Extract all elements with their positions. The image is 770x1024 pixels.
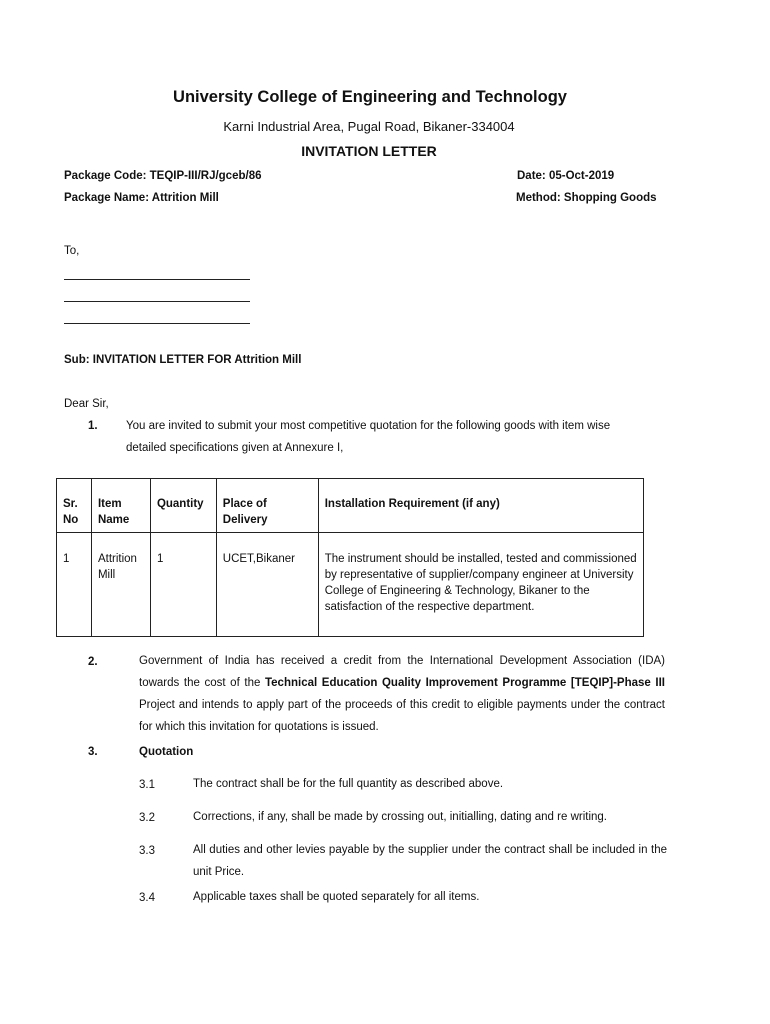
cell-installation-requirement: The instrument should be installed, tested and commissioned by representative of supplier/company engineer at University College of Engineering & Technology, Bikaner to the satisfaction of the respective department.	[318, 533, 643, 637]
package-name: Package Name: Attrition Mill	[64, 192, 219, 204]
address-blank-line-2	[64, 301, 250, 302]
table-row	[57, 533, 644, 637]
package-code: Package Code: TEQIP-III/RJ/gceb/86	[64, 170, 262, 182]
table-header-row	[57, 479, 644, 533]
cell-item-name: Attrition Mill	[91, 533, 150, 637]
procurement-method: Method: Shopping Goods	[516, 192, 657, 204]
header-installation-requirement: Installation Requirement (if any)	[318, 479, 643, 533]
salutation: Dear Sir,	[64, 398, 109, 410]
header-place-of-delivery: Place of Delivery	[216, 479, 318, 533]
point-2-paragraph	[139, 650, 665, 738]
point-3-number: 3.	[88, 746, 98, 758]
clause-3-2-number: 3.2	[139, 812, 155, 824]
clause-3-3-number: 3.3	[139, 845, 155, 857]
cell-sr-no: 1	[57, 533, 92, 637]
to-label: To,	[64, 245, 80, 257]
point-3-title: Quotation	[139, 746, 194, 758]
clause-3-4-text: Applicable taxes shall be quoted separately for all items.	[193, 891, 480, 903]
institution-address: Karni Industrial Area, Pugal Road, Bikaner-334004	[223, 119, 515, 134]
point-2-number: 2.	[88, 656, 98, 668]
clause-3-1-text: The contract shall be for the full quantity as described above.	[193, 778, 504, 790]
letter-date: Date: 05-Oct-2019	[517, 170, 615, 182]
header-sr-no: Sr. No	[57, 479, 92, 533]
point-1-number: 1.	[88, 420, 98, 432]
clause-3-3-text: All duties and other levies payable by the supplier under the contract shall be included in the unit Price.	[193, 844, 667, 878]
specification-table	[56, 478, 644, 637]
address-blank-line-3	[64, 323, 250, 324]
point-2-text-b: Project and intends to apply part of the proceeds of this credit to eligible payments under the contract for which this invitation for quotations is issued.	[139, 699, 665, 733]
clause-3-2-text: Corrections, if any, shall be made by crossing out, initialling, dating and re writing.	[193, 811, 607, 823]
cell-quantity: 1	[150, 533, 216, 637]
header-item-name: Item Name	[91, 479, 150, 533]
institution-title: University College of Engineering and Technology	[173, 88, 567, 106]
subject-line: Sub: INVITATION LETTER FOR Attrition Mill	[64, 354, 302, 366]
clause-3-1-number: 3.1	[139, 779, 155, 791]
point-2-text-a: Government of India has received a credit from the International Development Association (IDA) towards the cost of the	[139, 655, 665, 689]
point-2-programme-name: Technical Education Quality Improvement Programme [TEQIP]-Phase III	[264, 677, 665, 689]
header-quantity: Quantity	[150, 479, 216, 533]
document-type-heading: INVITATION LETTER	[301, 143, 437, 159]
clause-3-4-number: 3.4	[139, 892, 155, 904]
point-1-line-1: You are invited to submit your most competitive quotation for the following goods with item wise	[126, 420, 611, 432]
cell-place-of-delivery: UCET,Bikaner	[216, 533, 318, 637]
address-blank-line-1	[64, 279, 250, 280]
point-1-line-2: detailed specifications given at Annexure I,	[126, 442, 344, 454]
